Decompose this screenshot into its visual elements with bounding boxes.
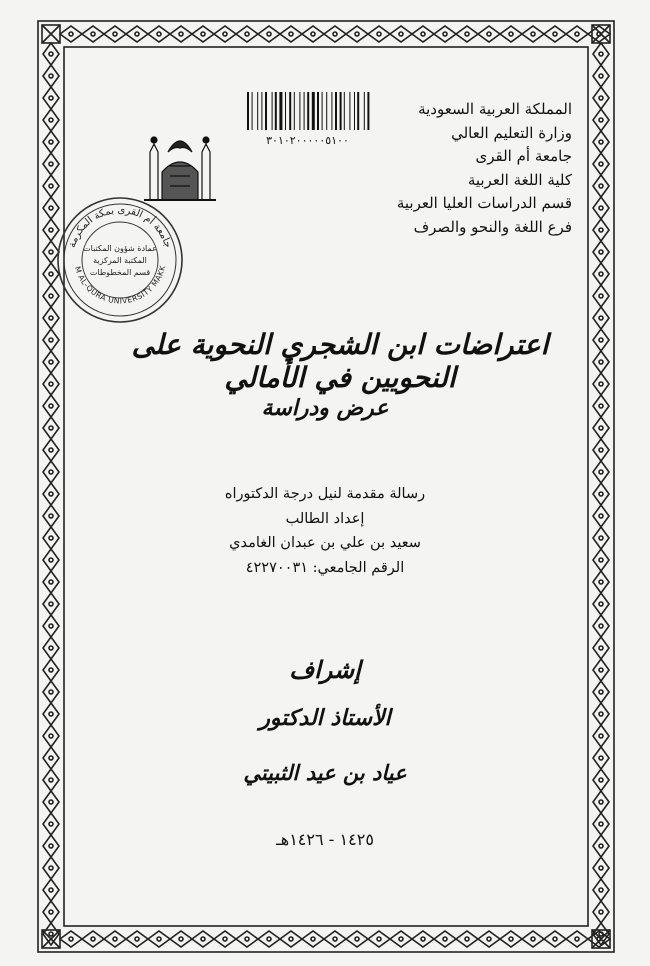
candidate-info [0,482,650,580]
library-stamp [55,195,185,325]
header-line: قسم الدراسات العليا العربية [396,194,572,212]
barcode [245,92,370,150]
svg-text:جامعة أم القرى بمكة المكرمة: جامعة أم القرى بمكة المكرمة [66,204,174,250]
info-line: الرقم الجامعي: ٤٢٢٧٠٠٣١ [245,559,405,576]
thesis-subtitle: عرض ودراسة [261,395,389,421]
svg-text:عمادة شؤون المكتبات: عمادة شؤون المكتبات [83,244,157,253]
supervisor-rank: الأستاذ الدكتور [259,705,391,731]
supervision-heading: إشراف [289,655,361,684]
header-line: جامعة أم القرى [475,147,572,165]
header-line: وزارة التعليم العالي [451,123,572,142]
header-line: المملكة العربية السعودية [418,100,572,118]
svg-text:المكتبة المركزية: المكتبة المركزية [93,256,147,265]
university-logo-icon [140,122,220,204]
info-line: رسالة مقدمة لنيل درجة الدكتوراه [224,486,426,502]
supervisor-name: عياد بن عيد الثبيتي [243,760,407,785]
header-line: فرع اللغة والنحو والصرف [413,217,572,236]
info-line: إعداد الطالب [285,510,365,527]
svg-text:قسم المخطوطات: قسم المخطوطات [89,268,151,277]
header-line: كلية اللغة العربية [467,170,572,189]
info-line: سعيد بن علي بن عبدان الغامدي [229,535,421,551]
thesis-title: اعتراضات ابن الشجري النحوية على النحويين في الأمالي [131,328,549,394]
academic-year: ١٤٢٥ - ١٤٢٦هـ [276,830,374,849]
barcode-number: ٣٠١٠٢٠٠٠٠٠٥١٠٠ [266,134,349,147]
svg-text:UMM AL-QURA UNIVERSITY MAKKAH: M AL-QURA UNIVERSITY MAKK [73,264,168,306]
